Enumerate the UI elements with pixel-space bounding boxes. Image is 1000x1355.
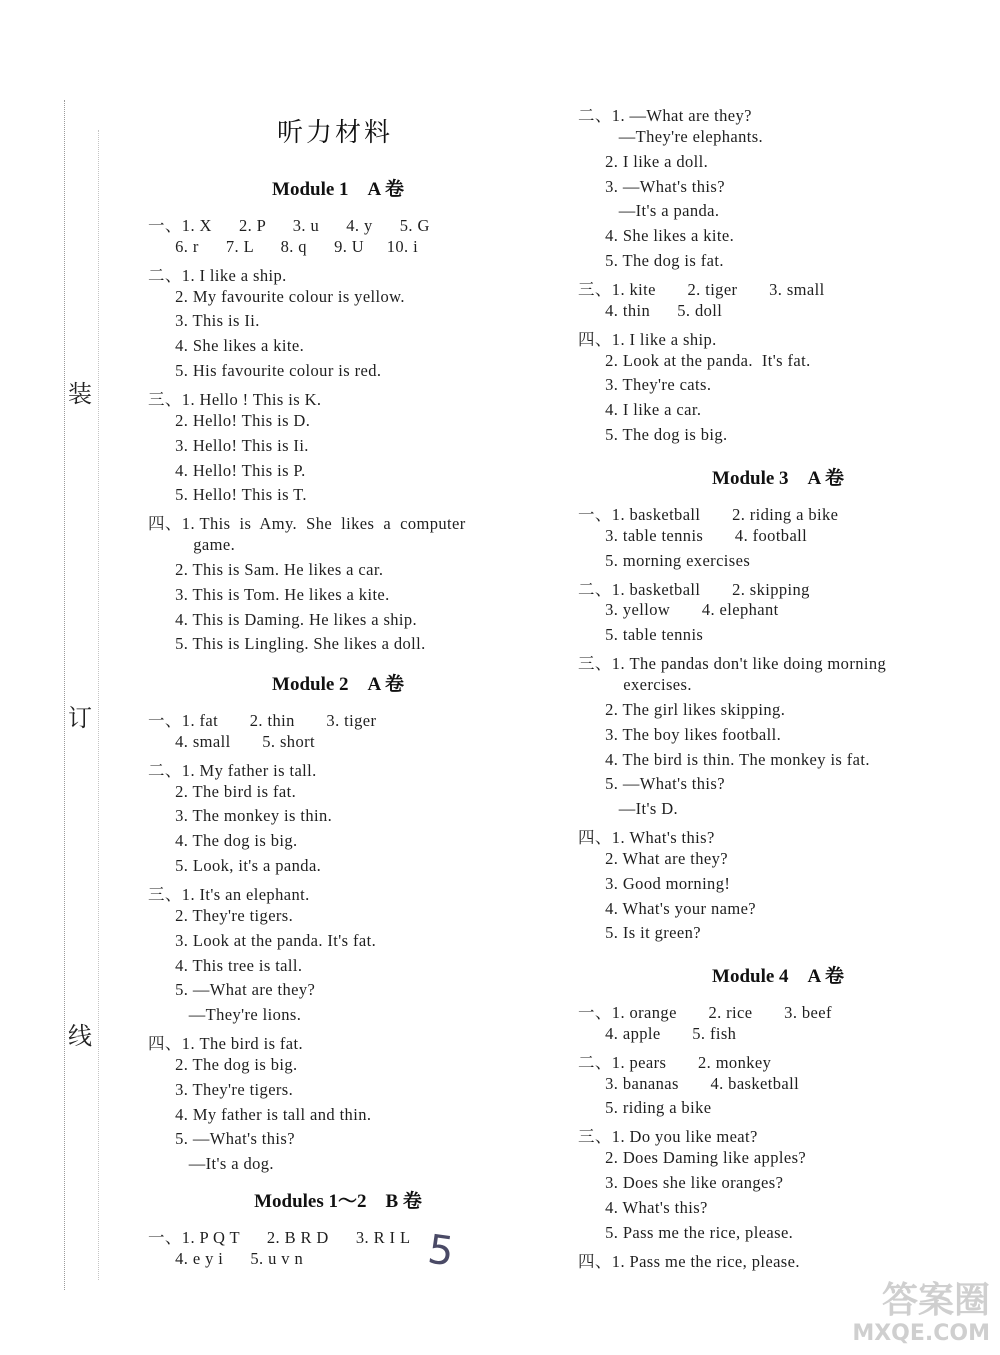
text-line: 2. The girl likes skipping. <box>578 699 786 719</box>
text-line: 4. She likes a kite. <box>578 226 735 246</box>
text-line: 4. Hello! This is P. <box>148 460 306 480</box>
text-line: 2. Look at the panda. It's fat. <box>578 350 811 370</box>
text-line: 5. Look, it's a panda. <box>148 856 322 876</box>
binding-margin-line-inner <box>98 130 99 1280</box>
text-line: 4. small 5. short <box>148 731 315 751</box>
text-line: 4. What's this? <box>578 1197 708 1217</box>
text-line: 四、1. This is Amy. She likes a computer <box>148 514 466 534</box>
text-line: 4. thin 5. doll <box>578 300 723 320</box>
text-line: 3. Does she like oranges? <box>578 1172 784 1192</box>
text-line: 四、1. The bird is fat. <box>148 1034 304 1054</box>
text-line: —It's D. <box>578 799 679 819</box>
text-line: 一、1. orange 2. rice 3. beef <box>578 1003 832 1022</box>
text-line: 4. My father is tall and thin. <box>148 1104 372 1124</box>
text-line: 二、1. basketball 2. skipping <box>578 579 810 599</box>
text-line: game. <box>148 535 236 555</box>
binding-mark-zhuang: 装 <box>68 380 92 408</box>
page-number: 5 <box>424 1226 457 1276</box>
text-line: 三、1. kite 2. tiger 3. small <box>578 279 825 299</box>
text-line: 4. This tree is tall. <box>148 955 303 975</box>
text-line: 2. The dog is big. <box>148 1054 298 1074</box>
text-line: 5. Pass me the rice, please. <box>578 1222 794 1242</box>
text-line: 6. r 7. L 8. q 9. U 10. i <box>148 236 419 256</box>
text-line: —It's a dog. <box>148 1154 274 1174</box>
text-line: 3. table tennis 4. football <box>578 525 808 545</box>
text-line: —They're lions. <box>148 1005 302 1025</box>
text-line: 二、1. —What are they? <box>578 106 752 125</box>
binding-mark-ding: 订 <box>68 704 92 732</box>
text-line: 四、1. I like a ship. <box>578 329 717 349</box>
text-line: 一、1. X 2. P 3. u 4. y 5. G <box>148 216 430 235</box>
text-line: 5. This is Lingling. She likes a doll. <box>148 634 426 654</box>
text-line: 4. The bird is thin. The monkey is fat. <box>578 749 870 769</box>
module-4-heading: Module 4 A 卷 <box>712 966 844 987</box>
text-line: 5. morning exercises <box>578 550 751 570</box>
text-line: 4. The dog is big. <box>148 831 298 851</box>
text-line: 三、1. Do you like meat? <box>578 1127 758 1147</box>
text-line: 5. His favourite colour is red. <box>148 361 382 381</box>
page-title: 听力材料 <box>276 118 393 148</box>
text-line: 5. —What's this? <box>578 774 725 794</box>
text-line: 2. I like a doll. <box>578 151 709 171</box>
text-line: 3. This is Ii. <box>148 311 260 331</box>
text-line: 4. What's your name? <box>578 898 757 918</box>
text-line: 5. Is it green? <box>578 923 701 943</box>
text-line: 2. Hello! This is D. <box>148 410 311 430</box>
text-line: 5. Hello! This is T. <box>148 485 307 505</box>
text-line: 5. The dog is fat. <box>578 251 724 271</box>
text-line: 3. Hello! This is Ii. <box>148 435 309 455</box>
module-2-heading: Module 2 A 卷 <box>272 674 404 695</box>
text-line: 一、1. fat 2. thin 3. tiger <box>148 711 377 730</box>
text-line: —It's a panda. <box>578 201 720 221</box>
text-line: 2. They're tigers. <box>148 905 294 925</box>
text-line: 3. —What's this? <box>578 176 725 196</box>
text-line: 3. This is Tom. He likes a kite. <box>148 584 390 604</box>
text-line: 四、1. Pass me the rice, please. <box>578 1251 800 1271</box>
text-line: 四、1. What's this? <box>578 828 715 848</box>
text-line: 5. The dog is big. <box>578 425 728 445</box>
text-line: 4. I like a car. <box>578 400 702 420</box>
text-line: 4. She likes a kite. <box>148 336 305 356</box>
watermark-url: MXQE.COM <box>852 1321 990 1346</box>
text-line: 5. —What are they? <box>148 980 316 1000</box>
text-line: 2. Does Daming like apples? <box>578 1148 807 1168</box>
text-line: 3. The boy likes football. <box>578 724 782 744</box>
text-line: 二、1. pears 2. monkey <box>578 1052 772 1072</box>
module-3-heading: Module 3 A 卷 <box>712 468 844 489</box>
text-line: 4. e y i 5. u v n <box>148 1248 304 1268</box>
text-line: 一、1. P Q T 2. B R D 3. R I L <box>148 1228 411 1247</box>
text-line: 三、1. It's an elephant. <box>148 884 310 904</box>
binding-mark-xian: 线 <box>68 1022 92 1050</box>
text-line: 三、1. Hello ! This is K. <box>148 389 322 409</box>
watermark <box>852 1281 990 1347</box>
text-line: 2. My favourite colour is yellow. <box>148 286 405 306</box>
text-line: exercises. <box>578 674 692 694</box>
text-line: 5. table tennis <box>578 625 704 645</box>
text-line: 3. They're cats. <box>578 375 712 395</box>
text-line: 3. yellow 4. elephant <box>578 600 779 620</box>
text-line: 3. Good morning! <box>578 873 731 893</box>
text-line: 3. They're tigers. <box>148 1079 294 1099</box>
modules-1-2-b-heading: Modules 1～2 B 卷 <box>254 1191 422 1212</box>
text-line: 一、1. basketball 2. riding a bike <box>578 505 839 524</box>
text-line: 5. —What's this? <box>148 1129 295 1149</box>
text-line: 4. apple 5. fish <box>578 1023 737 1043</box>
text-line: 2. This is Sam. He likes a car. <box>148 559 384 579</box>
watermark-logo-text: 答案圈 <box>881 1280 990 1321</box>
text-line: 3. bananas 4. basketball <box>578 1073 800 1093</box>
text-line: 2. What are they? <box>578 848 729 868</box>
text-line: 二、1. My father is tall. <box>148 760 317 780</box>
text-line: 2. The bird is fat. <box>148 781 297 801</box>
text-line: 二、1. I like a ship. <box>148 265 287 285</box>
text-line: 5. riding a bike <box>578 1098 712 1118</box>
binding-margin-line <box>64 100 65 1290</box>
text-line: 3. Look at the panda. It's fat. <box>148 930 377 950</box>
text-line: —They're elephants. <box>578 126 764 146</box>
text-line: 4. This is Daming. He likes a ship. <box>148 609 418 629</box>
text-line: 3. The monkey is thin. <box>148 806 333 826</box>
module-1-heading: Module 1 A 卷 <box>272 179 404 200</box>
text-line: 三、1. The pandas don't like doing morning <box>578 654 887 674</box>
